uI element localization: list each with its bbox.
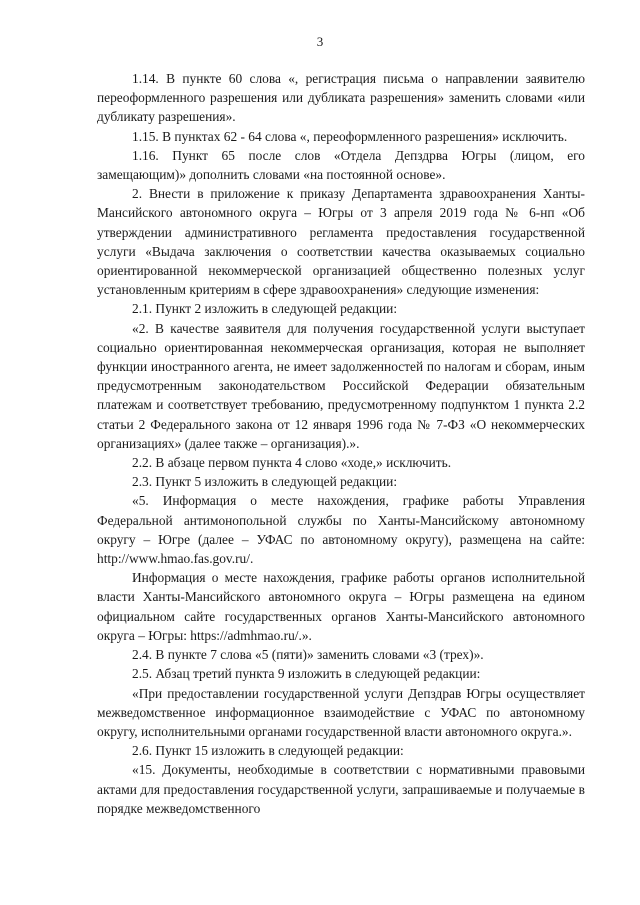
paragraph-1-16: 1.16. Пункт 65 после слов «Отдела Депздрва Югры (лицом, его замещающим)» дополнить словами «на постоянной основе».	[97, 147, 585, 183]
paragraph-2: 2. Внести в приложение к приказу Департамента здравоохранения Ханты-Мансийского автономного округа – Югры от 3 апреля 2019 года № 6-нп «Об утверждении административного регламента предоставления государственной услуги «Выдача заключения о соответствии качества оказываемых социально ориентированной некоммерческой организацией общественно полезных услуг установленным критериям в сфере здравоохранения» следующие изменения:	[97, 186, 585, 298]
paragraph-quote-2: «2. В качестве заявителя для получения государственной услуги выступает социально ориентированная некоммерческая организация, которая не выполняет функции иностранного агента, не имеет задолженностей по налогам и сборам, иным предусмотренным законодательством Российской Федерации обязательным платежам и соответствует требованию, предусмотренному подпунктом 1 пункта 2.2 статьи 2 Федерального закона от 12 января 1996 года № 7-ФЗ «О некоммерческих организациях» (далее также – организация).».	[97, 320, 585, 451]
paragraph-2-5: 2.5. Абзац третий пункта 9 изложить в следующей редакции:	[132, 666, 481, 682]
paragraph-info-executive: Информация о месте нахождения, графике работы органов исполнительной власти Ханты-Мансийского автономного округа – Югры размещена на едином официальном сайте государственных органов Ханты-Мансийского автономного округа – Югры: https://admhmao.ru/.».	[97, 570, 585, 643]
paragraph-quote-5: «5. Информация о месте нахождения, графике работы Управления Федеральной антимонопольной службы по Ханты-Мансийскому автономному округу – Югре (далее – УФАС по автономному округу), размещена на сайте: http://www.hmao.fas.gov.ru/.	[97, 493, 585, 567]
paragraph-1-14: 1.14. В пункте 60 слова «, регистрация письма о направлении заявителю переоформленного разрешения или дубликата разрешения» заменить словами «или дубликату разрешения».	[97, 71, 585, 125]
paragraph-quote-15: «15. Документы, необходимые в соответствии с нормативными правовыми актами для предоставления государственной услуги, запрашиваемые и получаемые в порядке межведомственного	[97, 762, 585, 816]
paragraph-quote-interaction: «При предоставлении государственной услуги Депздрав Югры осуществляет межведомственное информационное взаимодействие с УФАС по автономному округу, исполнительными органами государственной власти автономного округа.».	[97, 685, 585, 739]
paragraph-2-3: 2.3. Пункт 5 изложить в следующей редакции:	[132, 474, 398, 490]
paragraph-2-6: 2.6. Пункт 15 изложить в следующей редакции:	[132, 743, 404, 759]
paragraph-1-15: 1.15. В пунктах 62 - 64 слова «, переоформленного разрешения» исключить.	[132, 128, 568, 144]
paragraph-2-4: 2.4. В пункте 7 слова «5 (пяти)» заменить словами «3 (трех)».	[132, 647, 484, 663]
paragraph-2-1: 2.1. Пункт 2 изложить в следующей редакции:	[132, 301, 398, 317]
page-number: 3	[316, 34, 324, 49]
document-body	[97, 69, 585, 818]
paragraph-2-2: 2.2. В абзаце первом пункта 4 слово «ходе,» исключить.	[132, 455, 452, 471]
